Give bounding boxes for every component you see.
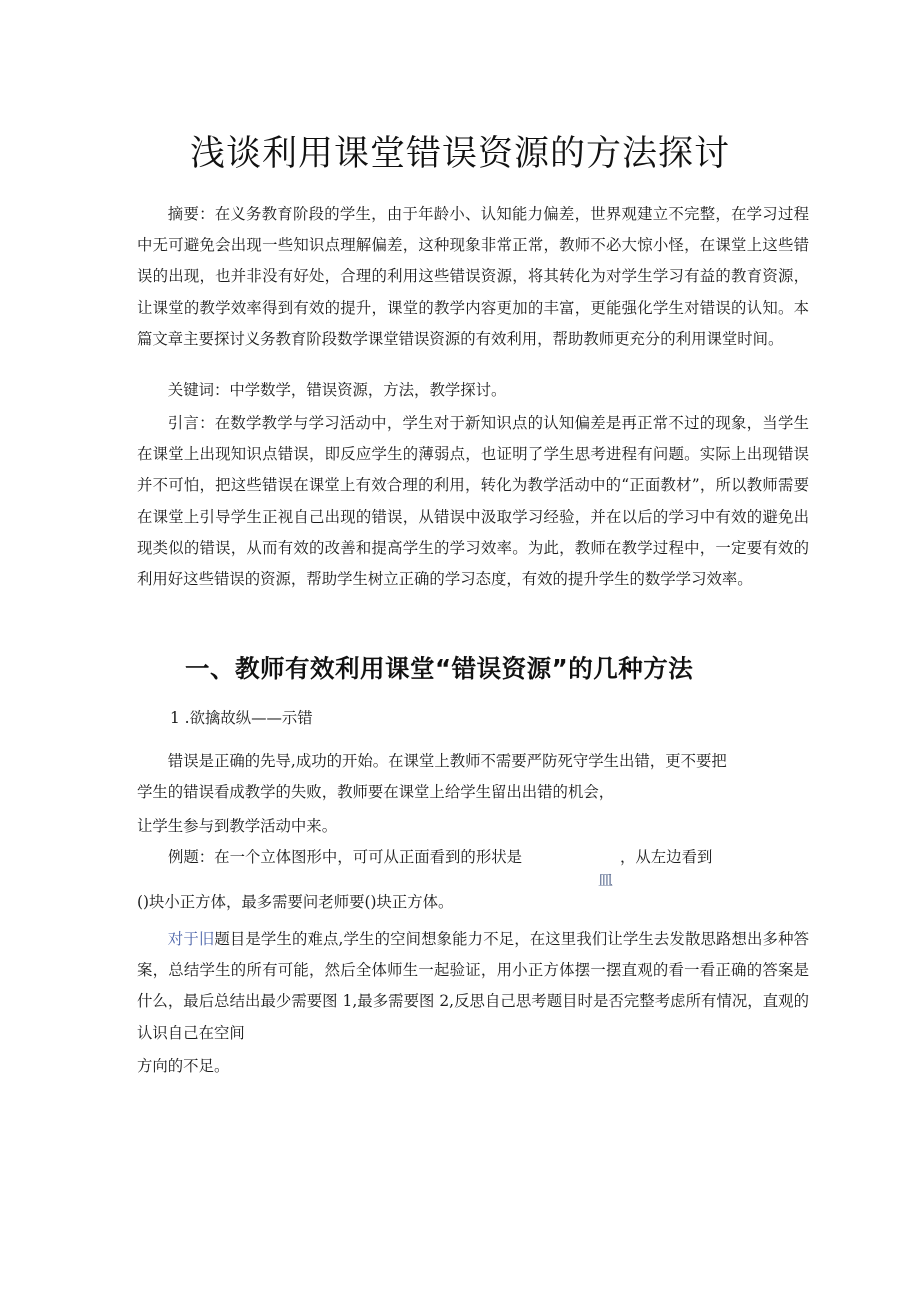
highlight-text: 对于旧	[167, 930, 215, 948]
section-heading: 一、教师有效利用课堂“错误资源”的几种方法	[185, 654, 694, 683]
subsection-heading: 1 .欲擒故纵——示错	[170, 709, 313, 727]
introduction-paragraph: 引言：在数学教学与学习活动中，学生对于新知识点的认知偏差是再正常不过的现象，当学生在课堂上出现知识点错误，即反应学生的薄弱点，也证明了学生思考进程有问题。实际上出现错误并不可怕，把这些错误在课堂上有效合理的利用，转化为教学活动中的“正面教材”，所以教师需要在课堂上引导学生正视自己出现的错误，从错误中汲取学习经验，并在以后的学习中有效的避免出现类似的错误，从而有效的改善和提高学生的学习效率。为此，教师在教学过程中，一定要有效的利用好这些错误的资源，帮助学生树立正确的学习态度，有效的提升学生的数学学习效率。	[137, 414, 809, 589]
example-question	[168, 845, 712, 867]
body-paragraph	[137, 746, 809, 808]
figure-icon: 皿	[598, 871, 613, 889]
paragraph-text: 题目是学生的难点,学生的空间想象能力不足，在这里我们让学生去发散思路想出多种答案，总结学生的所有可能，然后全体师生一起验证，用小正方体摆一摆直观的看一看正确的答案是什么，最后总结出最少需要图 1,最多需要图 2,反思自己思考题目时是否完整考虑所有情况，直观的认识自己在空间	[137, 930, 809, 1042]
paragraph-line: 让学生参与到教学活动中来。	[137, 817, 338, 835]
abstract-paragraph: 摘要：在义务教育阶段的学生，由于年龄小、认知能力偏差，世界观建立不完整，在学习过程中无可避免会出现一些知识点理解偏差，这种现象非常正常，教师不必大惊小怪，在课堂上这些错误的出现，也并非没有好处，合理的利用这些错误资源，将其转化为对学生学习有益的教育资源，让课堂的教学效率得到有效的提升，课堂的教学内容更加的丰富，更能强化学生对错误的认知。本篇文章主要探讨义务教育阶段数学课堂错误资源的有效利用，帮助教师更充分的利用课堂时间。	[137, 205, 809, 348]
document-title: 浅谈利用课堂错误资源的方法探讨	[189, 134, 730, 174]
body-paragraph	[137, 924, 809, 1049]
example-question-line: ()块小正方体，最多需要问老师要()块正方体。	[137, 893, 454, 911]
paragraph-line: 错误是正确的先导,成功的开始。在课堂上教师不需要严防死守学生出错，更不要把	[167, 752, 727, 770]
paragraph-line: 学生的错误看成教学的失败，教师要在课堂上给学生留出出错的机会，	[137, 783, 615, 802]
keywords-paragraph: 关键词：中学数学，错误资源，方法，教学探讨。	[167, 381, 507, 399]
paragraph-line: 方向的不足。	[137, 1057, 230, 1075]
figure-placeholder	[522, 851, 620, 865]
example-suffix: ，从左边看到	[620, 848, 713, 866]
example-prefix: 例题：在一个立体图形中，可可从正面看到的形状是	[168, 848, 522, 866]
